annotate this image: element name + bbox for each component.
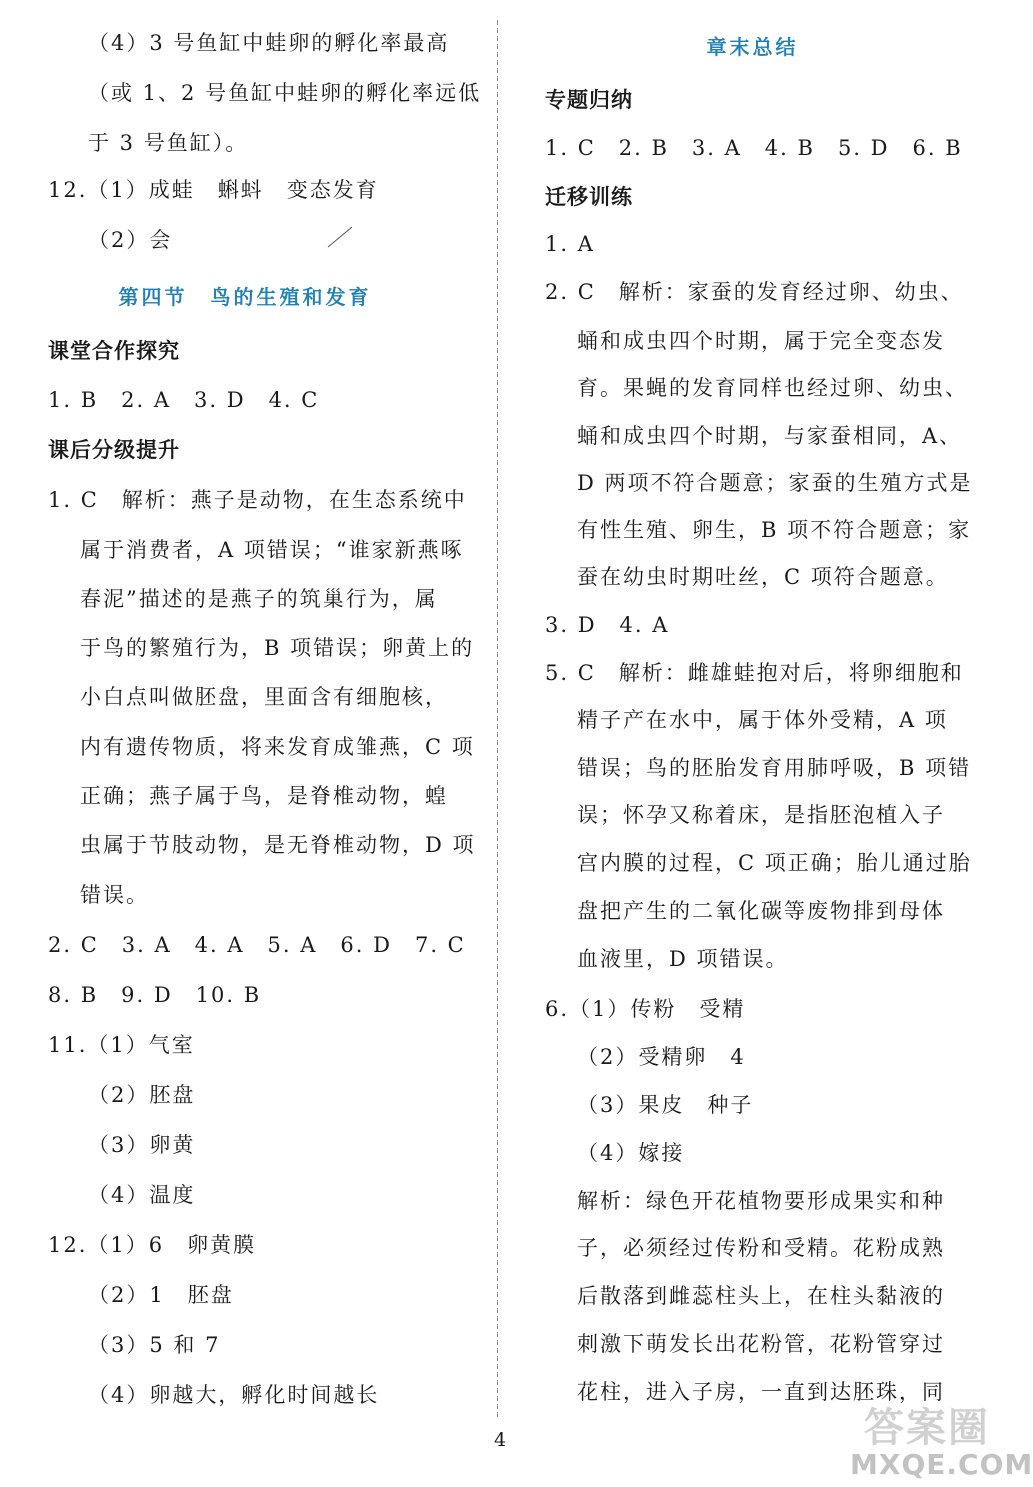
answer-line: （4）卵越大，孵化时间越长	[88, 1383, 380, 1407]
answer-line: （2）受精卵 4	[577, 1045, 746, 1069]
answer-line: 1. C 解析：燕子是动物，在生态系统中	[48, 488, 467, 512]
answer-line: 1. A	[545, 232, 595, 256]
answer-line: 于鸟的繁殖行为，B 项错误；卵黄上的	[80, 636, 475, 660]
answer-line: （2）胚盘	[88, 1083, 196, 1107]
answer-line: 5. C 解析：雌雄蛙抱对后，将卵细胞和	[545, 661, 964, 685]
answer-line: 8. B 9. D 10. B	[48, 983, 262, 1007]
subheading: 专题归纳	[545, 88, 633, 112]
answer-line: 1. B 2. A 3. D 4. C	[48, 388, 320, 412]
answer-line: 精子产在水中，属于体外受精，A 项	[577, 708, 948, 732]
answer-line: D 两项不符合题意；家蚕的生殖方式是	[577, 471, 973, 495]
answer-line: 小白点叫做胚盘，里面含有细胞核，	[80, 685, 448, 709]
subheading: 迁移训练	[545, 185, 633, 209]
answer-line: （或 1、2 号鱼缸中蛙卵的孵化率远低	[88, 81, 482, 105]
answer-line: 育。果蝇的发育同样也经过卵、幼虫、	[577, 376, 968, 400]
answer-line: 有性生殖、卵生，B 项不符合题意；家	[577, 518, 972, 542]
answer-line: 解析：绿色开花植物要形成果实和种	[577, 1189, 945, 1213]
answer-line: 正确；燕子属于鸟，是脊椎动物，蝗	[80, 784, 448, 808]
answer-line: （4）嫁接	[577, 1141, 685, 1165]
answer-line: （2）会	[88, 228, 173, 252]
answer-line: 内有遗传物质，将来发育成雏燕，C 项	[80, 735, 475, 759]
answer-line: 刺激下萌发长出花粉管，花粉管穿过	[577, 1332, 945, 1356]
answer-line: （3）卵黄	[88, 1133, 196, 1157]
section-title: 第四节 鸟的生殖和发育	[118, 285, 372, 309]
answer-line: 子，必须经过传粉和受精。花粉成熟	[577, 1236, 945, 1260]
answer-line: （2）1 胚盘	[88, 1283, 234, 1307]
answer-line: 蛹和成虫四个时期，与家蚕相同，A、	[577, 424, 963, 448]
answer-line: （4）3 号鱼缸中蛙卵的孵化率最高	[88, 31, 450, 55]
answer-line: 于 3 号鱼缸）。	[88, 131, 249, 155]
answer-line: 11.（1）气室	[48, 1033, 195, 1057]
answer-line: 2. C 3. A 4. A 5. A 6. D 7. C	[48, 933, 466, 957]
answer-line: （3）果皮 种子	[577, 1093, 754, 1117]
page-number: 4	[493, 1429, 507, 1451]
answer-line: 错误；鸟的胚胎发育用肺呼吸，B 项错	[577, 756, 972, 780]
answer-line: 血液里，D 项错误。	[577, 947, 789, 971]
answer-line: 误；怀孕又称着床，是指胚泡植入子	[577, 803, 945, 827]
answer-line: 2. C 解析：家蚕的发育经过卵、幼虫、	[545, 280, 964, 304]
answer-line: （3）5 和 7	[88, 1333, 221, 1357]
answer-line: 错误。	[80, 883, 149, 907]
subheading: 课堂合作探究	[48, 339, 180, 363]
answer-line: 1. C 2. B 3. A 4. B 5. D 6. B	[545, 136, 963, 160]
subheading: 课后分级提升	[48, 438, 180, 462]
answer-line: （4）温度	[88, 1183, 196, 1207]
answer-line: 12.（1）成蛙 蝌蚪 变态发育	[48, 178, 379, 202]
answer-line: 属于消费者，A 项错误；“谁家新燕啄	[80, 538, 464, 562]
answer-line: 宫内膜的过程，C 项正确；胎儿通过胎	[577, 851, 972, 875]
column-divider	[497, 20, 498, 1420]
answer-line: 春泥”描述的是燕子的筑巢行为，属	[80, 587, 438, 611]
answer-line: 后散落到雌蕊柱头上，在柱头黏液的	[577, 1284, 945, 1308]
watermark-text: 答案圈	[864, 1405, 990, 1451]
answer-line: 花柱，进入子房，一直到达胚珠，同	[577, 1380, 945, 1404]
answer-line: 虫属于节肢动物，是无脊椎动物，D 项	[80, 833, 476, 857]
answer-line: 12.（1）6 卵黄膜	[48, 1233, 257, 1257]
watermark-url: MXQE.COM	[850, 1448, 1033, 1481]
answer-line: 蚕在幼虫时期吐丝，C 项符合题意。	[577, 565, 949, 589]
answer-line: 6.（1）传粉 受精	[545, 997, 746, 1021]
answer-line: 蛹和成虫四个时期，属于完全变态发	[577, 329, 945, 353]
watermark-logo	[850, 1392, 1033, 1487]
section-title: 章末总结	[706, 35, 799, 59]
pen-mark-icon	[326, 225, 356, 249]
answer-line: 3. D 4. A	[545, 613, 670, 637]
answer-line: 盘把产生的二氧化碳等废物排到母体	[577, 899, 945, 923]
